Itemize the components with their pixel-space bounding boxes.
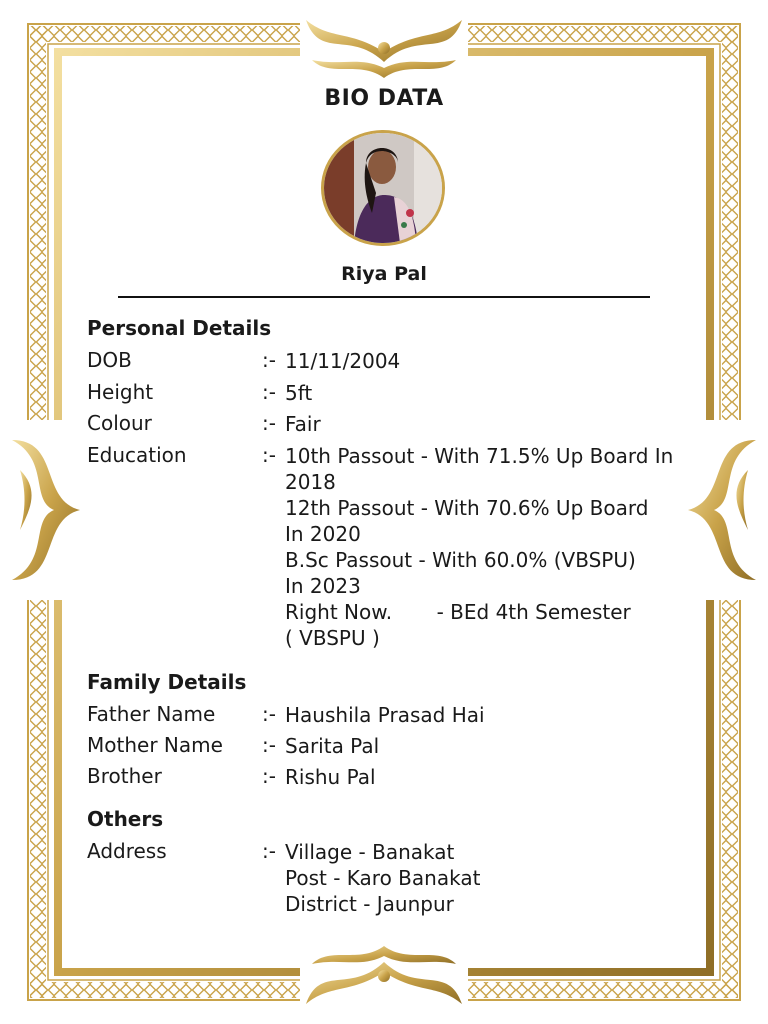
label-height: Height [87, 380, 154, 404]
value-mother: Sarita Pal [285, 734, 380, 758]
education-line: In 2023 [285, 574, 361, 598]
profile-photo [321, 130, 445, 246]
value-height: 5ft [285, 381, 313, 405]
ornament-top [300, 14, 468, 80]
separator: :- [262, 348, 276, 372]
person-name: Riya Pal [341, 263, 427, 285]
label-dob: DOB [87, 348, 132, 372]
education-line: ( VBSPU ) [285, 626, 380, 650]
value-education [285, 443, 685, 651]
value-father: Haushila Prasad Hai [285, 703, 485, 727]
separator: :- [262, 411, 276, 435]
address-line: Post - Karo Banakat [285, 866, 481, 890]
separator: :- [262, 733, 276, 757]
ornament-right [682, 420, 762, 600]
ornament-bottom [300, 944, 468, 1014]
ornament-left [6, 420, 86, 600]
page-title: BIO DATA [324, 86, 444, 111]
separator: :- [262, 443, 276, 467]
education-line: 10th Passout - With 71.5% Up Board In [285, 444, 674, 468]
value-address [285, 839, 685, 917]
section-heading-family: Family Details [87, 670, 247, 694]
section-heading-others: Others [87, 807, 164, 831]
value-brother: Rishu Pal [285, 765, 376, 789]
label-father: Father Name [87, 702, 216, 726]
education-line: Right Now. - BEd 4th Semester [285, 600, 631, 624]
address-line: District - Jaunpur [285, 892, 454, 916]
separator: :- [262, 764, 276, 788]
divider [118, 296, 650, 298]
value-colour: Fair [285, 412, 321, 436]
label-colour: Colour [87, 411, 152, 435]
education-line: 12th Passout - With 70.6% Up Board [285, 496, 649, 520]
education-line: 2018 [285, 470, 336, 494]
education-line: B.Sc Passout - With 60.0% (VBSPU) [285, 548, 636, 572]
label-brother: Brother [87, 764, 162, 788]
label-mother: Mother Name [87, 733, 223, 757]
education-line: In 2020 [285, 522, 361, 546]
label-address: Address [87, 839, 167, 863]
section-heading-personal: Personal Details [87, 316, 272, 340]
separator: :- [262, 839, 276, 863]
address-line: Village - Banakat [285, 840, 455, 864]
separator: :- [262, 702, 276, 726]
label-education: Education [87, 443, 187, 467]
value-dob: 11/11/2004 [285, 349, 401, 373]
separator: :- [262, 380, 276, 404]
